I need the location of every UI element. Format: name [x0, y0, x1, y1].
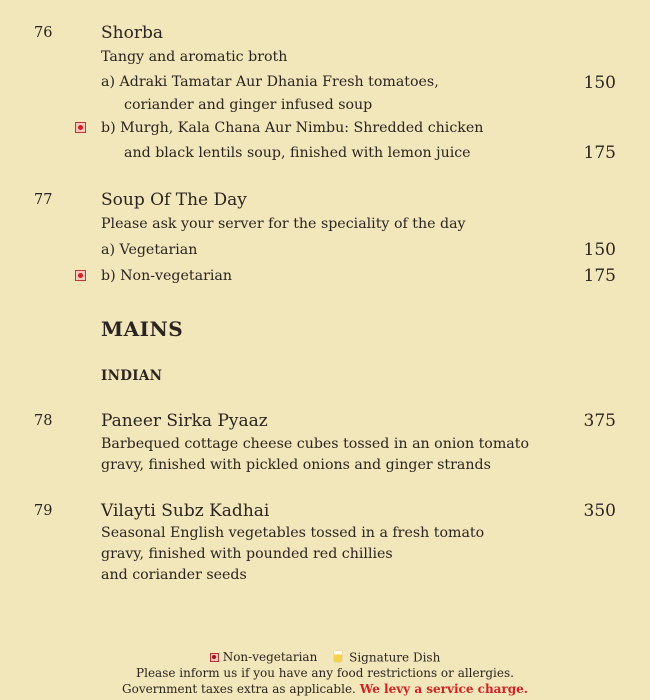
- option-price: 150: [583, 73, 616, 93]
- item-title: Shorba: [101, 23, 163, 43]
- item-description: Barbequed cottage cheese cubes tossed in an onion tomato: [101, 436, 529, 452]
- item-description: Tangy and aromatic broth: [101, 49, 288, 65]
- option-description: and black lentils soup, finished with lemon juice: [124, 145, 471, 161]
- item-description: and coriander seeds: [101, 567, 247, 583]
- item-number: 78: [34, 413, 53, 429]
- item-description: gravy, finished with pounded red chillies: [101, 546, 393, 562]
- option-price: 150: [583, 240, 616, 260]
- option-price: 175: [583, 143, 616, 163]
- allergy-note: Please inform us if you have any food restrictions or allergies.: [136, 666, 514, 680]
- item-title: Vilayti Subz Kadhai: [101, 501, 270, 521]
- legend-non-veg-label: Non-vegetarian: [222, 650, 318, 664]
- option-price: 175: [583, 266, 616, 286]
- section-title: MAINS: [101, 317, 184, 341]
- non-veg-icon: [75, 122, 86, 133]
- option-label: a) Vegetarian: [101, 242, 198, 258]
- subsection-title: INDIAN: [101, 368, 163, 384]
- tax-note-line: [0, 681, 650, 697]
- item-price: 375: [583, 411, 616, 431]
- option-label: b) Murgh, Kala Chana Aur Nimbu: Shredded chicken: [101, 120, 484, 136]
- item-description: gravy, finished with pickled onions and ginger strands: [101, 457, 491, 473]
- tax-note: Government taxes extra as applicable.: [122, 682, 356, 696]
- item-number: 79: [34, 503, 53, 519]
- item-number: 77: [34, 192, 53, 208]
- signature-dish-icon: [333, 650, 343, 663]
- option-description: coriander and ginger infused soup: [124, 97, 373, 113]
- option-label: a) Adraki Tamatar Aur Dhania Fresh tomatoes,: [101, 74, 439, 90]
- item-description: Please ask your server for the speciality of the day: [101, 216, 466, 232]
- non-veg-icon: [75, 270, 86, 281]
- non-veg-icon: [210, 653, 219, 662]
- item-description: Seasonal English vegetables tossed in a fresh tomato: [101, 525, 485, 541]
- item-price: 350: [583, 501, 616, 521]
- footer-legend: [0, 649, 650, 666]
- service-charge-note: We levy a service charge.: [359, 682, 528, 696]
- item-number: 76: [34, 25, 53, 41]
- item-title: Soup Of The Day: [101, 190, 247, 210]
- option-label: b) Non-vegetarian: [101, 268, 232, 284]
- legend-signature-label: Signature Dish: [349, 650, 441, 665]
- item-title: Paneer Sirka Pyaaz: [101, 411, 268, 431]
